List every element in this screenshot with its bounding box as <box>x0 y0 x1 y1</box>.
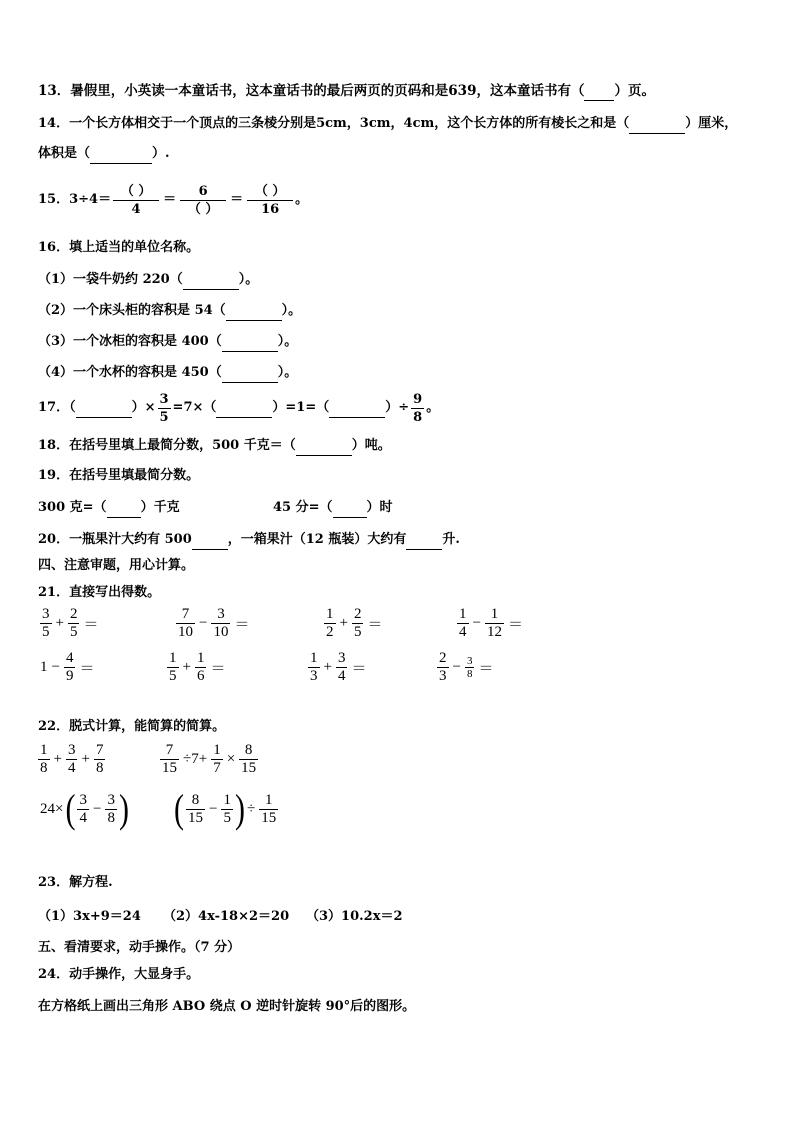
q23-eq-1: （1）3x+9＝24 <box>38 909 141 924</box>
question-24-title: 24．动手操作，大显身手。 <box>38 967 200 982</box>
q17-blank-2[interactable] <box>216 399 272 418</box>
q16-item-3 <box>38 333 297 352</box>
q17-end: 。 <box>426 400 440 415</box>
q20-a: 20．一瓶果汁大约有 500 <box>38 532 192 547</box>
frac-num: 3 <box>337 650 346 666</box>
q23-eq-3: （3）10.2x＝2 <box>306 909 403 924</box>
right-paren: ) <box>234 786 245 832</box>
frac-num: 4 <box>65 650 74 666</box>
frac-den: 8 <box>466 668 473 680</box>
q14-tail-2: ）. <box>152 146 170 161</box>
q15-blank-den2[interactable]: （ ） <box>180 200 226 218</box>
frac-den: 5 <box>223 810 231 826</box>
frac-num: 1 <box>169 650 177 666</box>
frac-num: 3 <box>79 792 87 808</box>
frac-den: 8 <box>107 810 115 826</box>
frac-num: 1 <box>213 742 221 758</box>
q21-r2-c3 <box>306 650 368 685</box>
q17-fraction-1 <box>158 391 171 426</box>
frac-num: 7 <box>95 742 104 758</box>
q17-f2-den: 8 <box>413 409 423 425</box>
left-paren: ( <box>65 786 76 832</box>
q17-blank-1[interactable] <box>76 399 132 418</box>
operator: − <box>452 659 461 675</box>
q17-mid: =7×（ <box>172 400 217 415</box>
frac-num: 3 <box>217 606 225 622</box>
frac-den: 9 <box>65 668 74 684</box>
frac-den: 4 <box>67 760 76 776</box>
q15-blank-num3[interactable]: （ ） <box>254 183 286 199</box>
q19-b <box>273 499 393 518</box>
q18-blank[interactable] <box>296 437 352 456</box>
q14-tail-1: ）厘米， <box>685 116 738 131</box>
operator: + <box>55 615 64 631</box>
frac-num: 8 <box>244 742 253 758</box>
q17-f1-num: 3 <box>159 391 169 407</box>
q15-eq-2: ＝ <box>230 192 244 207</box>
q19-a-blank[interactable] <box>107 499 141 518</box>
q17-part-3: ）÷ <box>385 400 410 415</box>
q16-item-4-blank[interactable] <box>222 364 278 383</box>
operator: − <box>472 615 481 631</box>
frac-num: 7 <box>181 606 190 622</box>
frac-den: 3 <box>439 668 447 684</box>
q15-num2: 6 <box>198 183 208 199</box>
q13-blank[interactable] <box>584 82 614 101</box>
q20-blank-1[interactable] <box>192 531 228 550</box>
q21-r2-c2 <box>165 650 227 685</box>
q18-text: 18．在括号里填上最简分数，500 千克＝（ <box>38 438 296 453</box>
q14-text-2: 体积是（ <box>38 146 91 161</box>
question-19-title: 19．在括号里填最简分数。 <box>38 468 200 483</box>
q15-den1: 4 <box>113 200 159 218</box>
q19-a-tail: ）千克 <box>140 500 180 515</box>
frac-den: 5 <box>169 668 177 684</box>
q21-r1-c4 <box>455 606 525 641</box>
frac-num: 3 <box>466 655 473 667</box>
q15-eq-1: ＝ <box>163 192 177 207</box>
multiplier: 24× <box>40 801 64 817</box>
frac-den: 15 <box>241 760 257 776</box>
question-17 <box>38 388 439 428</box>
question-14-line2 <box>38 145 170 164</box>
equals: ＝ <box>83 617 99 633</box>
frac-num: 1 <box>459 606 467 622</box>
frac-num: 2 <box>439 650 447 666</box>
q22-expr-3 <box>38 786 129 832</box>
q15-prefix: 15．3÷4＝ <box>38 192 112 207</box>
frac-den: 4 <box>79 810 87 826</box>
q22-expr-1 <box>36 742 107 777</box>
equals: ＝ <box>234 617 250 633</box>
frac-num: 2 <box>69 606 78 622</box>
operator: ÷ <box>246 801 256 817</box>
operator: ÷7+ <box>183 751 208 767</box>
frac-num: 1 <box>490 606 499 622</box>
q16-item-4-text: （4）一个水杯的容积是 450（ <box>38 365 222 380</box>
operator: − <box>209 801 218 817</box>
q17-f1-den: 5 <box>159 409 169 425</box>
q17-part-1: ）× <box>131 400 156 415</box>
q15-blank-num1[interactable]: （ ） <box>120 183 152 199</box>
q16-item-1-text: （1）一袋牛奶约 220（ <box>38 272 183 287</box>
q19-b-text: 45 分=（ <box>273 500 333 515</box>
q16-item-2-tail: ）。 <box>281 303 302 318</box>
q16-item-4 <box>38 364 297 383</box>
q15-den3: 16 <box>247 200 293 218</box>
q21-r2-c4 <box>435 650 495 685</box>
q14-blank-2[interactable] <box>90 145 152 164</box>
operator: − <box>199 615 208 631</box>
frac-den: 2 <box>326 624 334 640</box>
frac-den: 8 <box>40 760 48 776</box>
q16-item-1 <box>38 271 258 290</box>
q16-item-3-blank[interactable] <box>222 333 278 352</box>
frac-num: 3 <box>107 792 115 808</box>
operator: − <box>51 659 60 675</box>
q17-prefix: 17．（ <box>38 400 76 415</box>
q17-f2-num: 9 <box>413 391 423 407</box>
frac-den: 5 <box>69 624 78 640</box>
q13-tail: ）页。 <box>614 83 655 99</box>
q14-blank-1[interactable] <box>629 115 685 134</box>
q19-a-text: 300 克=（ <box>38 500 107 515</box>
question-18 <box>38 437 391 456</box>
q20-c: 升. <box>442 532 460 547</box>
left-paren: ( <box>174 786 184 832</box>
frac-den: 6 <box>196 668 205 684</box>
q24-description: 在方格纸上画出三角形 ABO 绕点 O 逆时针旋转 90°后的图形。 <box>38 999 416 1014</box>
frac-num: 1 <box>264 792 273 808</box>
frac-num: 2 <box>353 606 362 622</box>
operator: + <box>182 659 191 675</box>
q21-r1-c2 <box>174 606 251 641</box>
q16-item-1-tail: ）。 <box>238 272 259 287</box>
q15-fraction-2 <box>180 183 226 218</box>
frac-num: 3 <box>67 742 76 758</box>
q21-r1-c1 <box>38 606 100 641</box>
frac-den: 12 <box>486 624 502 640</box>
frac-den: 10 <box>213 624 229 640</box>
question-21-title: 21．直接写出得数。 <box>38 585 161 600</box>
q16-item-4-tail: ）。 <box>277 365 298 380</box>
frac-den: 7 <box>213 760 221 776</box>
equals: ＝ <box>507 617 523 633</box>
q19-b-tail: ）时 <box>366 500 393 515</box>
question-23-title: 23．解方程. <box>38 875 113 890</box>
frac-den: 10 <box>178 624 193 640</box>
q21-r1-c3 <box>322 606 384 641</box>
q13-text: 13．暑假里，小英读一本童话书，这本童话书的最后两页的页码和是639，这本童话书有（ <box>38 83 585 99</box>
q21-r2-c1 <box>38 650 96 685</box>
q19-a <box>38 499 180 518</box>
frac-den: 15 <box>261 810 277 826</box>
frac-den: 5 <box>353 624 362 640</box>
frac-num: 1 <box>196 650 205 666</box>
q17-part-2: ）=1=（ <box>272 400 330 415</box>
q15-fraction-1 <box>113 183 159 218</box>
q22-expr-2 <box>158 742 260 777</box>
frac-num: 3 <box>42 606 50 622</box>
q16-item-3-tail: ）。 <box>277 334 298 349</box>
frac-num: 1 <box>326 606 334 622</box>
operator: × <box>226 751 236 767</box>
q15-end: 。 <box>295 192 309 207</box>
question-20 <box>38 531 460 550</box>
frac-num: 7 <box>165 742 174 758</box>
q16-item-1-blank[interactable] <box>183 271 239 290</box>
operator: + <box>323 659 332 675</box>
q22-expr-4 <box>174 786 280 832</box>
q16-item-2-blank[interactable] <box>226 302 282 321</box>
frac-num: 1 <box>310 650 318 666</box>
equals: ＝ <box>367 617 383 633</box>
q20-blank-2[interactable] <box>406 531 442 550</box>
frac-den: 4 <box>459 624 467 640</box>
frac-num: 1 <box>40 742 48 758</box>
question-13 <box>38 82 655 101</box>
question-15 <box>38 174 308 226</box>
frac-den: 3 <box>310 668 318 684</box>
section-4-heading: 四、注意审题，用心计算。 <box>38 558 195 573</box>
frac-den: 15 <box>188 810 203 826</box>
q18-tail: ）吨。 <box>351 438 391 453</box>
equals: ＝ <box>351 661 367 677</box>
right-paren: ) <box>118 786 129 832</box>
q14-text: 14．一个长方体相交于一个顶点的三条棱分别是5cm，3cm，4cm，这个长方体的所有棱长之和是（ <box>38 116 630 131</box>
frac-num: 1 <box>223 792 231 808</box>
question-14 <box>38 115 737 134</box>
equals: ＝ <box>210 661 226 677</box>
section-5-heading: 五、看清要求，动手操作。（7 分） <box>38 940 241 955</box>
q19-b-blank[interactable] <box>333 499 367 518</box>
equals: ＝ <box>478 661 494 677</box>
q16-item-2 <box>38 302 301 321</box>
question-16-title: 16．填上适当的单位名称。 <box>38 240 200 255</box>
q16-item-3-text: （3）一个冰柜的容积是 400（ <box>38 334 222 349</box>
equals: ＝ <box>79 661 95 677</box>
q16-item-2-text: （2）一个床头柜的容积是 54（ <box>38 303 226 318</box>
q23-eq-2: （2）4x-18×2＝20 <box>163 909 290 924</box>
frac-den: 8 <box>95 760 104 776</box>
operator: + <box>81 751 90 767</box>
q15-fraction-3 <box>247 183 293 218</box>
frac-den: 4 <box>337 668 346 684</box>
operator: + <box>53 751 62 767</box>
operator: − <box>92 801 102 817</box>
q20-b: ，一箱果汁（12 瓶装）大约有 <box>227 532 407 547</box>
frac-den: 15 <box>162 760 177 776</box>
q17-blank-3[interactable] <box>329 399 385 418</box>
frac-num: 8 <box>191 792 200 808</box>
q17-fraction-2 <box>411 391 424 426</box>
frac-den: 5 <box>42 624 50 640</box>
question-22-title: 22．脱式计算，能简算的简算。 <box>38 719 226 734</box>
operator: + <box>339 615 348 631</box>
whole-number: 1 <box>40 659 48 675</box>
